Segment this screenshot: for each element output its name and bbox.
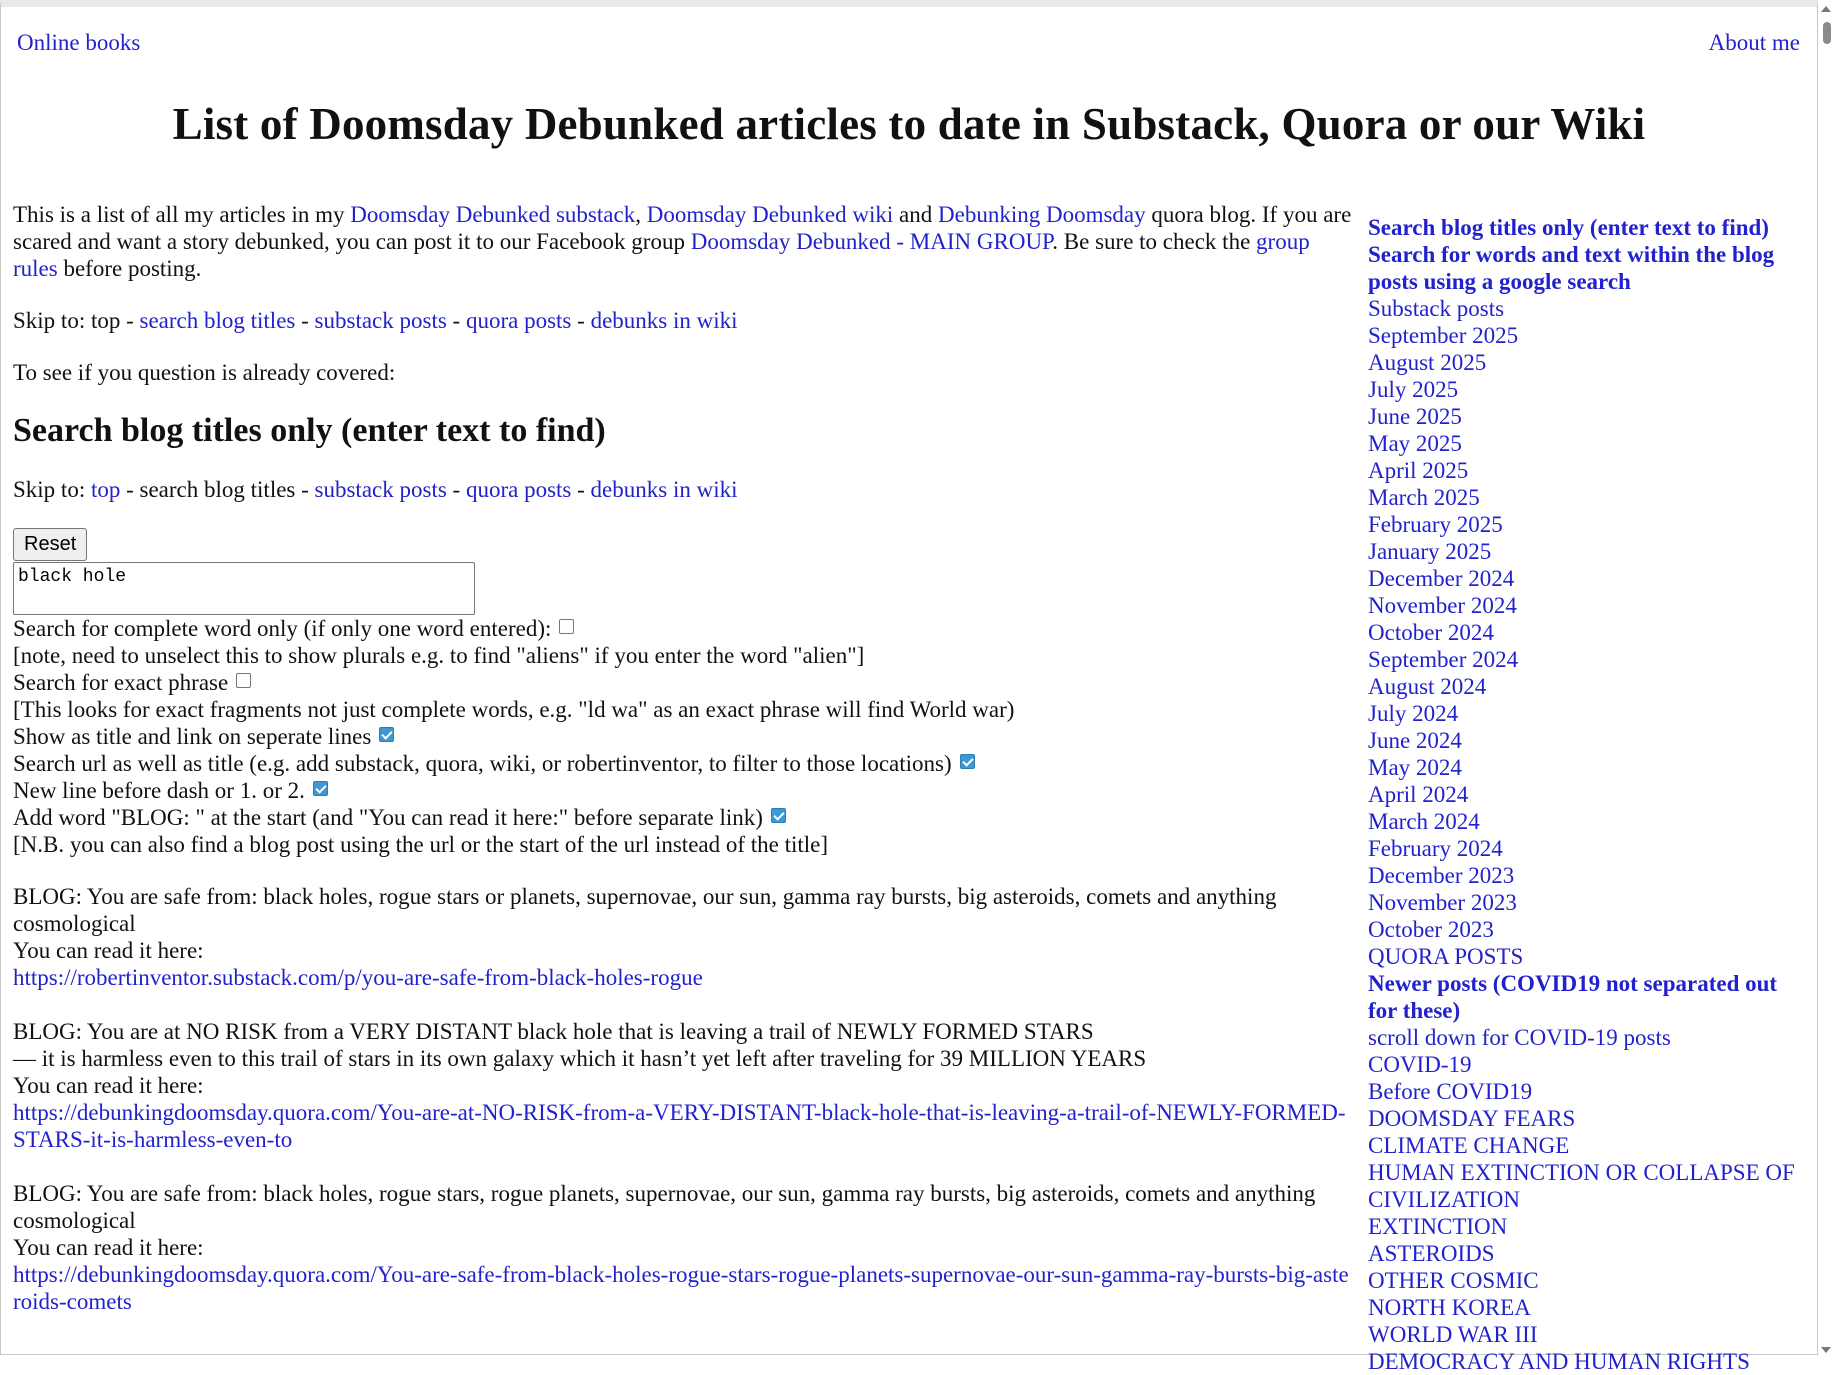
skip-prefix: Skip to: top -	[13, 308, 140, 333]
skip-quora-link[interactable]: quora posts	[465, 477, 572, 502]
sidebar-item[interactable]: December 2023	[1368, 863, 1515, 888]
option-label: Add word "BLOG: " at the start (and "You can read it here:" before separate link)	[13, 805, 763, 830]
option-label: Search for exact phrase	[13, 670, 229, 695]
result-item	[13, 1018, 1353, 1153]
sidebar-item[interactable]: ASTEROIDS	[1368, 1241, 1495, 1266]
vertical-scrollbar[interactable]	[1818, 0, 1834, 1357]
skip-separator: -	[295, 308, 315, 333]
sidebar-item[interactable]: December 2024	[1368, 566, 1515, 591]
sidebar-item[interactable]: November 2024	[1368, 593, 1517, 618]
skip-nav-search	[13, 476, 1353, 503]
result-item	[13, 1180, 1353, 1315]
sidebar-item[interactable]: August 2025	[1368, 350, 1487, 375]
sidebar-item[interactable]: Substack posts	[1368, 296, 1505, 321]
skip-quora-link[interactable]: quora posts	[465, 308, 572, 333]
new-line-dash-checkbox[interactable]	[313, 781, 328, 796]
sidebar-item[interactable]: January 2025	[1368, 539, 1492, 564]
scroll-up-arrow-icon[interactable]	[1821, 6, 1831, 12]
sidebar-item[interactable]: March 2024	[1368, 809, 1480, 834]
intro-text: . Be sure to check the	[1052, 229, 1257, 254]
page-title: List of Doomsday Debunked articles to date in Substack, Quora or our Wiki	[172, 99, 1646, 149]
sidebar-item[interactable]: COVID-19	[1368, 1052, 1472, 1077]
sidebar-item[interactable]: August 2024	[1368, 674, 1487, 699]
sidebar-item[interactable]: July 2025	[1368, 377, 1459, 402]
sidebar-search-titles-link[interactable]: Search blog titles only (enter text to find)	[1368, 215, 1769, 240]
group-rules-link[interactable]: group rules	[13, 229, 1310, 281]
see-covered-text: To see if you question is already covered:	[13, 360, 396, 385]
sidebar-item[interactable]: September 2025	[1368, 323, 1519, 348]
option-label: Search for complete word only (if only one word entered):	[13, 616, 552, 641]
reset-button[interactable]: Reset	[13, 528, 87, 561]
result-title: BLOG: You are at NO RISK from a VERY DISTANT black hole that is leaving a trail of NEWLY FORMED STARS	[13, 1019, 1094, 1044]
sidebar-item[interactable]: CLIMATE CHANGE	[1368, 1133, 1570, 1158]
complete-word-checkbox[interactable]	[559, 619, 574, 634]
skip-separator: -	[446, 308, 466, 333]
scroll-down-arrow-icon[interactable]	[1821, 1347, 1831, 1353]
option-note: [N.B. you can also find a blog post using the url or the start of the url instead of the title]	[13, 832, 829, 857]
sidebar-item[interactable]: September 2024	[1368, 647, 1519, 672]
option-exact-phrase	[13, 669, 1353, 696]
option-note: [This looks for exact fragments not just complete words, e.g. "ld wa" as an exact phrase will find World war)	[13, 697, 1015, 722]
option-search-url	[13, 750, 1353, 777]
online-books-link[interactable]: Online books	[17, 30, 141, 55]
sidebar-google-search-link[interactable]: Search for words and text within the blog posts using a google search	[1368, 242, 1775, 294]
result-title: BLOG: You are safe from: black holes, rogue stars, rogue planets, supernovae, our sun, gamma ray bursts, big asteroids, comets and anything cosmological	[13, 1181, 1316, 1233]
result-item	[13, 883, 1353, 991]
result-link[interactable]: https://debunkingdoomsday.quora.com/You-are-at-NO-RISK-from-a-VERY-DISTANT-black-hole-that-is-leaving-a-trail-of-NEWLY-FORMED-STARS-it-is-harmless-even-to	[13, 1100, 1346, 1152]
skip-wiki-link[interactable]: debunks in wiki	[590, 308, 738, 333]
option-new-line-dash	[13, 777, 1353, 804]
sidebar-item[interactable]: HUMAN EXTINCTION OR COLLAPSE OF CIVILIZATION	[1368, 1160, 1795, 1212]
sidebar-item[interactable]: NORTH KOREA	[1368, 1295, 1531, 1320]
option-note: [note, need to unselect this to show plurals e.g. to find "aliens" if you enter the word "alien"]	[13, 643, 865, 668]
sidebar-navigation	[1368, 214, 1808, 1375]
result-read-label: You can read it here:	[13, 1235, 204, 1260]
sidebar-item[interactable]: QUORA POSTS	[1368, 944, 1524, 969]
search-heading: Search blog titles only (enter text to find)	[13, 412, 606, 449]
separate-lines-checkbox[interactable]	[379, 727, 394, 742]
result-read-label: You can read it here:	[13, 1073, 204, 1098]
sidebar-item[interactable]: February 2024	[1368, 836, 1503, 861]
intro-text: This is a list of all my articles in my	[13, 202, 351, 227]
scrollbar-thumb[interactable]	[1823, 22, 1831, 44]
sidebar-item[interactable]: DEMOCRACY AND HUMAN RIGHTS	[1368, 1349, 1750, 1374]
option-add-blog	[13, 804, 1353, 831]
sidebar-item[interactable]: June 2025	[1368, 404, 1462, 429]
result-link[interactable]: https://debunkingdoomsday.quora.com/You-are-safe-from-black-holes-rogue-stars-rogue-planets-supernovae-our-sun-gamma-ray-bursts-big-asteroids-comets	[13, 1262, 1349, 1314]
skip-substack-link[interactable]: substack posts	[314, 477, 447, 502]
sidebar-item[interactable]: July 2024	[1368, 701, 1459, 726]
sidebar-item[interactable]: November 2023	[1368, 890, 1517, 915]
about-me-link[interactable]: About me	[1708, 30, 1800, 55]
skip-separator: -	[446, 477, 466, 502]
quora-blog-link[interactable]: Debunking Doomsday	[938, 202, 1146, 227]
sidebar-item[interactable]: February 2025	[1368, 512, 1503, 537]
sidebar-item[interactable]: DOOMSDAY FEARS	[1368, 1106, 1576, 1131]
skip-separator: -	[571, 308, 591, 333]
add-blog-checkbox[interactable]	[771, 808, 786, 823]
main-content	[13, 201, 1353, 1342]
search-url-checkbox[interactable]	[960, 754, 975, 769]
sidebar-item[interactable]: OTHER COSMIC	[1368, 1268, 1539, 1293]
intro-text: and	[893, 202, 938, 227]
skip-nav-top	[13, 307, 1353, 334]
sidebar-item[interactable]: EXTINCTION	[1368, 1214, 1508, 1239]
option-label: New line before dash or 1. or 2.	[13, 778, 305, 803]
option-separate-lines	[13, 723, 1353, 750]
intro-text: ,	[635, 202, 647, 227]
result-read-label: You can read it here:	[13, 938, 204, 963]
skip-current: - search blog titles -	[120, 477, 315, 502]
wiki-link[interactable]: Doomsday Debunked wiki	[646, 202, 894, 227]
sidebar-item[interactable]: WORLD WAR III	[1368, 1322, 1538, 1347]
sidebar-item[interactable]: scroll down for COVID-19 posts	[1368, 1025, 1671, 1050]
sidebar-item[interactable]: October 2023	[1368, 917, 1494, 942]
intro-text: before posting.	[57, 256, 202, 281]
result-title: BLOG: You are safe from: black holes, rogue stars or planets, supernovae, our sun, gamma ray bursts, big asteroids, comets and anything cosmological	[13, 884, 1277, 936]
sidebar-item[interactable]: April 2024	[1368, 782, 1469, 807]
option-complete-word	[13, 615, 1353, 642]
facebook-group-link[interactable]: Doomsday Debunked - MAIN GROUP	[690, 229, 1053, 254]
exact-phrase-checkbox[interactable]	[236, 673, 251, 688]
search-input[interactable]	[13, 562, 475, 615]
substack-link[interactable]: Doomsday Debunked substack	[350, 202, 636, 227]
sidebar-item[interactable]: June 2024	[1368, 728, 1462, 753]
sidebar-item[interactable]: May 2024	[1368, 755, 1462, 780]
sidebar-item[interactable]: April 2025	[1368, 458, 1469, 483]
skip-prefix: Skip to:	[13, 477, 91, 502]
sidebar-item[interactable]: May 2025	[1368, 431, 1462, 456]
option-label: Search url as well as title (e.g. add substack, quora, wiki, or robertinventor, to filter to those locations)	[13, 751, 952, 776]
sidebar-item[interactable]: March 2025	[1368, 485, 1480, 510]
option-label: Show as title and link on seperate lines	[13, 724, 372, 749]
search-form	[13, 528, 1353, 858]
skip-wiki-link[interactable]: debunks in wiki	[590, 477, 738, 502]
intro-text: quora blog. If you are scared and want a story debunked, you can post it to our Facebook group	[13, 202, 1352, 254]
search-results	[13, 883, 1353, 1315]
sidebar-item[interactable]: Before COVID19	[1368, 1079, 1533, 1104]
skip-top-link[interactable]: top	[90, 477, 121, 502]
result-subtitle: — it is harmless even to this trail of stars in its own galaxy which it hasn’t yet left after traveling for 39 MILLION YEARS	[13, 1046, 1147, 1071]
intro-paragraph	[13, 201, 1353, 282]
skip-separator: -	[571, 477, 591, 502]
skip-search-link[interactable]: search blog titles	[139, 308, 296, 333]
sidebar-item[interactable]: October 2024	[1368, 620, 1494, 645]
skip-substack-link[interactable]: substack posts	[314, 308, 447, 333]
sidebar-newer-posts-link[interactable]: Newer posts (COVID19 not separated out for these)	[1368, 971, 1778, 1023]
result-link[interactable]: https://robertinventor.substack.com/p/you-are-safe-from-black-holes-rogue	[13, 965, 703, 990]
